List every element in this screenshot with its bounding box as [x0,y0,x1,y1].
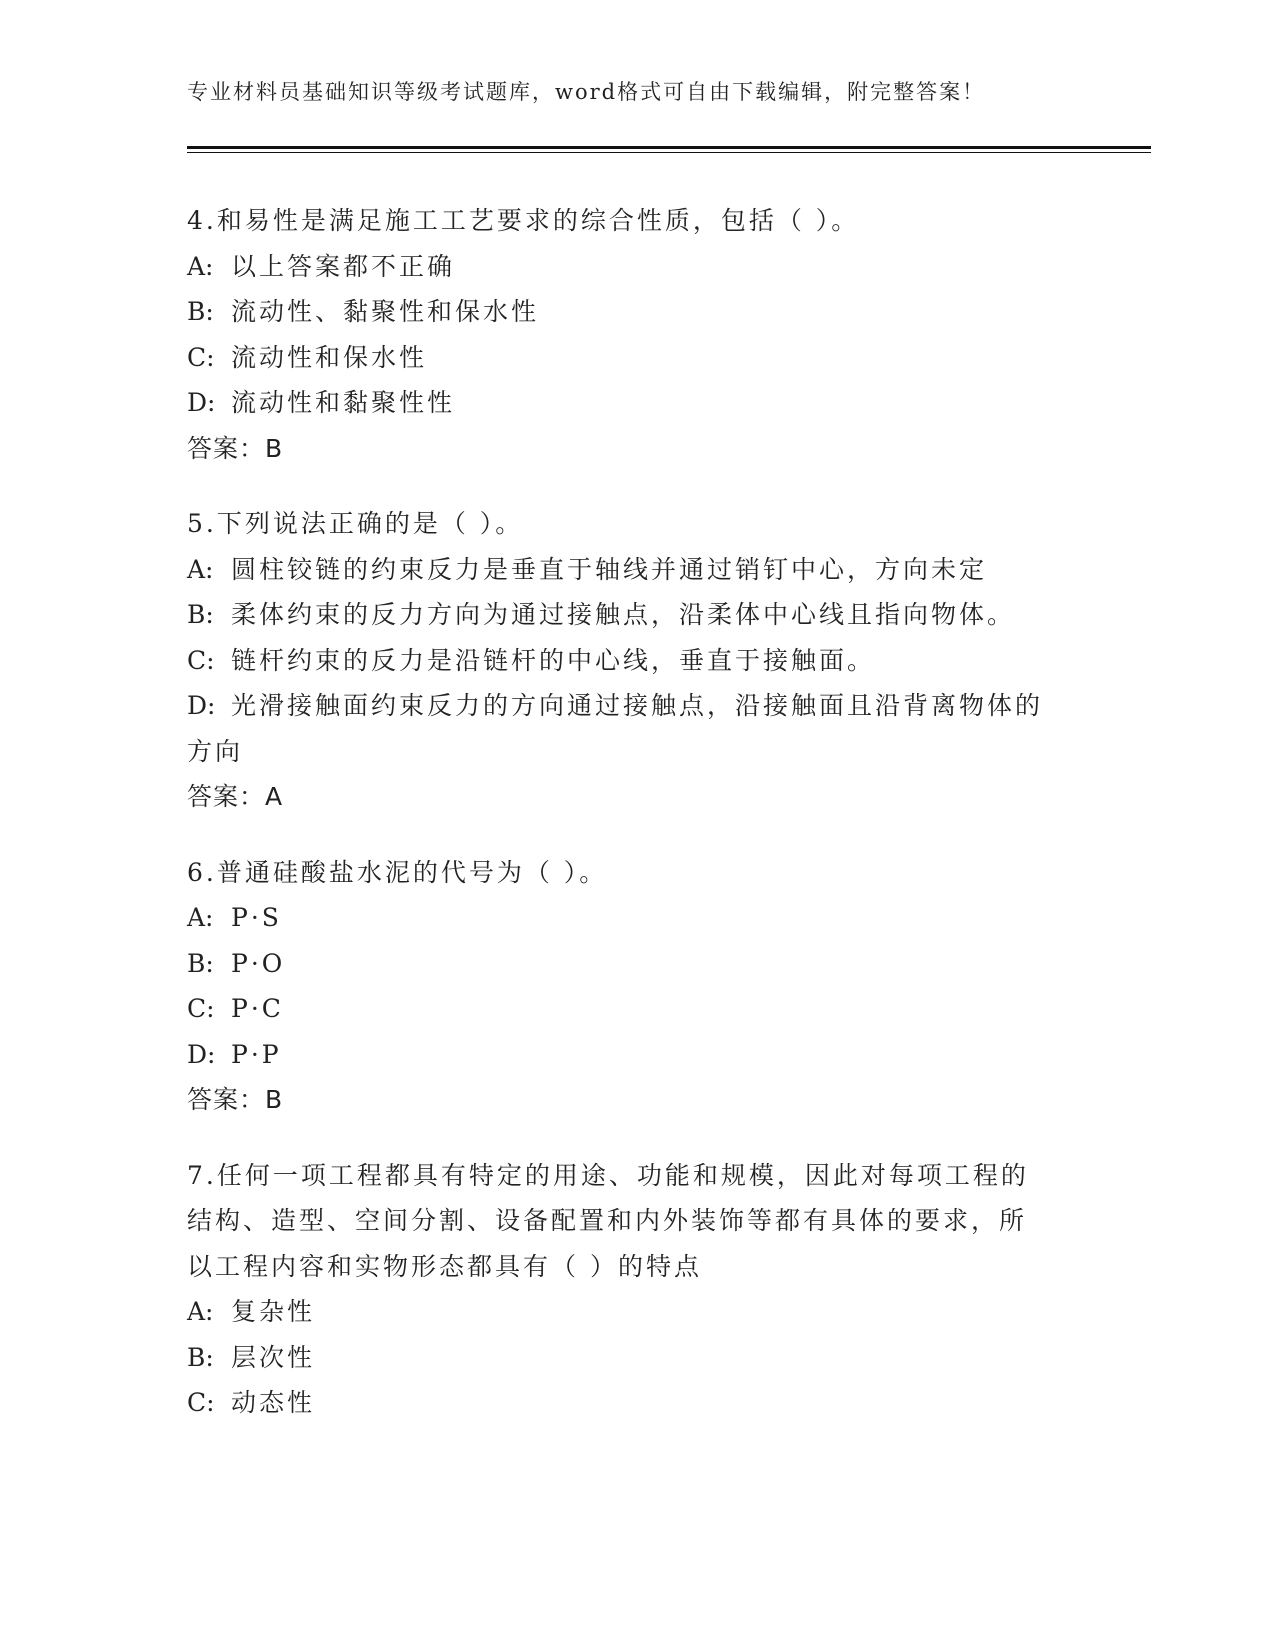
question-stem: 6.普通硅酸盐水泥的代号为（ ）。 [187,857,608,887]
option-a [187,547,1087,593]
header-rule-thin [187,152,1151,153]
option-text: 流动性和黏聚性性 [231,388,456,417]
option-b [187,592,1087,638]
option-letter: D: [187,388,216,417]
question-stem: 5.下列说法正确的是（ ）。 [187,509,524,538]
option-c [187,638,1087,684]
option-text: P·C [231,994,284,1023]
answer-line: 答案：B [187,433,284,463]
header-rule-thick [187,146,1151,149]
answer-line: 答案：A [187,782,284,811]
option-d [187,683,1087,729]
option-letter: A: [187,251,214,281]
option-c [187,986,1087,1032]
question-7 [187,1153,1087,1426]
option-b [187,289,1087,335]
option-letter: D: [187,691,216,720]
option-a [187,1289,1087,1335]
question-4 [187,198,1087,471]
option-text: 复杂性 [231,1297,316,1326]
option-letter: B: [187,600,214,629]
option-text: 流动性、黏聚性和保水性 [231,297,540,326]
option-text: 层次性 [231,1342,316,1372]
answer-line: 答案：B [187,1085,284,1114]
option-text: 以上答案都不正确 [231,251,456,281]
option-letter: C: [187,1388,215,1417]
option-letter: C: [187,342,215,372]
option-text: 光滑接触面约束反力的方向通过接触点，沿接触面且沿背离物体的 [231,691,1044,720]
question-stem: 结构、造型、空间分割、设备配置和内外装饰等都有具体的要求，所 [187,1206,1028,1235]
option-d-continuation: 方向 [187,736,244,766]
option-text: P·P [231,1039,282,1069]
option-d [187,380,1087,426]
option-letter: B: [187,1342,214,1372]
option-letter: A: [187,554,214,584]
option-c [187,1380,1087,1426]
option-letter: A: [187,903,214,932]
option-letter: A: [187,1297,214,1326]
question-stem: 以工程内容和实物形态都具有（ ）的特点 [187,1251,702,1281]
option-letter: B: [187,297,214,326]
option-text: 流动性和保水性 [231,342,428,372]
option-text: 柔体约束的反力方向为通过接触点，沿柔体中心线且指向物体。 [231,600,1016,629]
question-6 [187,850,1087,1123]
option-text: P·S [231,903,282,932]
option-letter: B: [187,948,214,978]
option-c [187,335,1087,381]
option-text: P·O [231,948,286,978]
option-letter: D: [187,1039,216,1069]
question-stem: 7.任何一项工程都具有特定的用途、功能和规模，因此对每项工程的 [187,1160,1029,1190]
option-text: 链杆约束的反力是沿链杆的中心线，垂直于接触面。 [231,645,876,675]
option-text: 动态性 [231,1388,316,1417]
option-letter: C: [187,645,215,675]
document-header: 专业材料员基础知识等级考试题库，word格式可自由下载编辑，附完整答案！ [187,80,986,104]
option-letter: C: [187,994,215,1023]
question-5 [187,501,1087,820]
option-a [187,244,1087,290]
question-list [187,198,1087,1456]
option-text: 圆柱铰链的约束反力是垂直于轴线并通过销钉中心，方向未定 [231,554,988,584]
option-d [187,1032,1087,1078]
option-b [187,941,1087,987]
option-a [187,895,1087,941]
option-b [187,1335,1087,1381]
question-stem: 4.和易性是满足施工工艺要求的综合性质，包括（ ）。 [187,206,860,235]
